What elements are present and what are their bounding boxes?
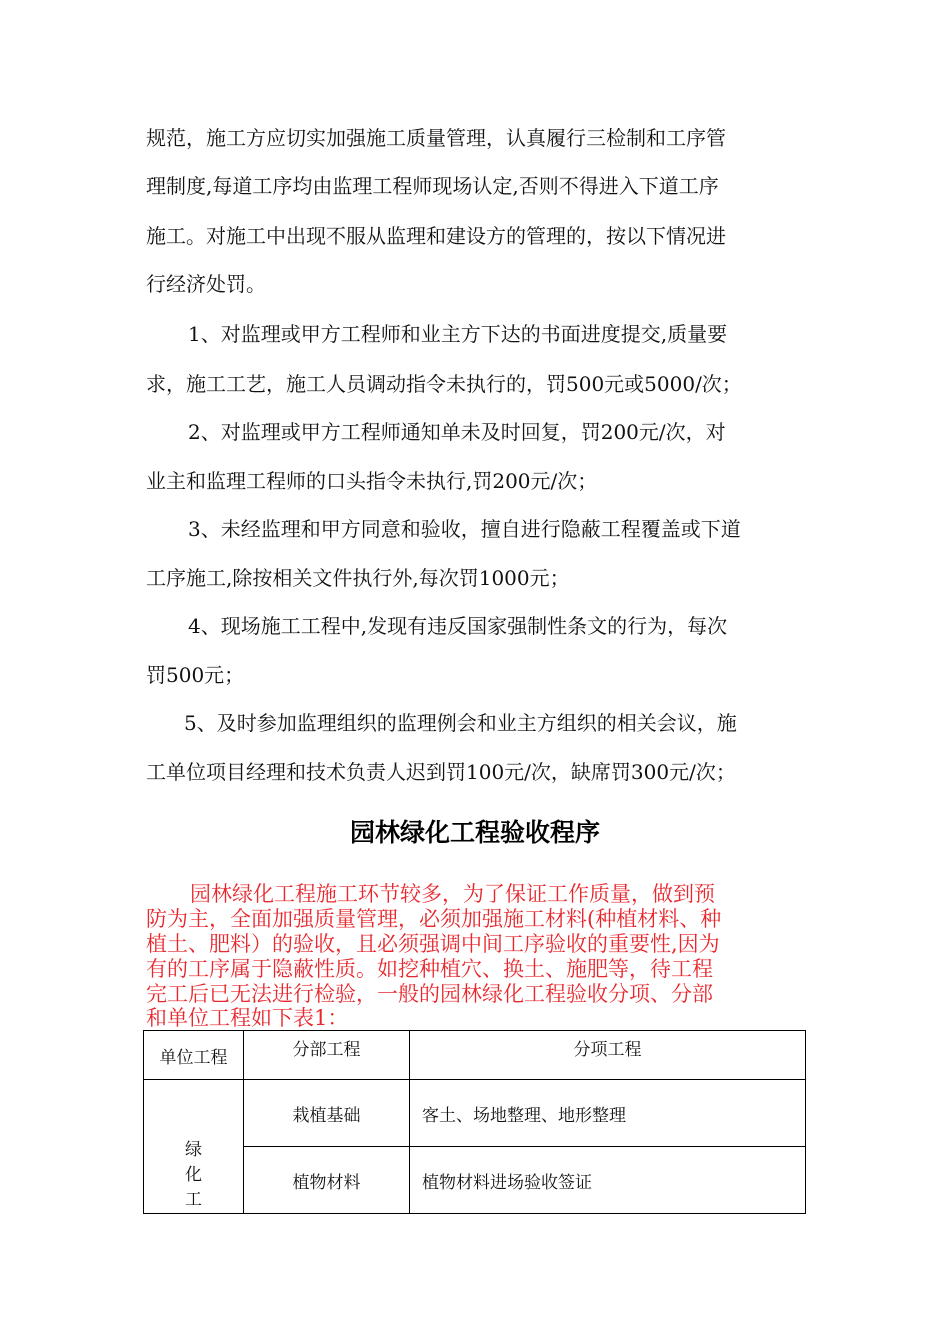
penalty-item-4-line: 4、现场施工工程中,发现有违反国家强制性条文的行为，每次 [188, 614, 728, 638]
unit-cell-greening [144, 1080, 244, 1214]
penalty-item-3-line: 3、未经监理和甲方同意和验收，擅自进行隐蔽工程覆盖或下道 [188, 517, 741, 541]
table-row [144, 1147, 806, 1214]
intro-line: 园林绿化工程施工环节较多，为了保证工作质量，做到预 [190, 882, 715, 906]
unit-char: 工 [185, 1190, 202, 1210]
intro-line: 和单位工程如下表1： [146, 1006, 349, 1030]
penalty-item-4-line: 罚500元； [146, 663, 245, 687]
intro-line: 植土、肥料）的验收，且必须强调中间工序验收的重要性,因为 [146, 932, 720, 956]
penalty-item-5-line: 5、及时参加监理组织的监理例会和业主方组织的相关会议，施 [184, 711, 737, 735]
division-cell: 栽植基础 [244, 1080, 410, 1147]
items-cell: 植物材料进场验收签证 [410, 1147, 806, 1214]
intro-line: 有的工序属于隐蔽性质。如挖种植穴、换土、施肥等，待工程 [146, 957, 713, 981]
items-cell: 客土、场地整理、地形整理 [410, 1080, 806, 1147]
paragraph-line: 规范，施工方应切实加强施工质量管理，认真履行三检制和工序管 [146, 126, 726, 150]
paragraph-line: 施工。对施工中出现不服从监理和建设方的管理的，按以下情况进 [146, 224, 726, 248]
paragraph-line: 行经济处罚。 [146, 272, 266, 296]
penalty-item-3-line: 工序施工,除按相关文件执行外,每次罚1000元； [146, 566, 570, 590]
section-title: 园林绿化工程验收程序 [349, 818, 600, 847]
penalty-item-5-line: 工单位项目经理和技术负责人迟到罚100元/次，缺席罚300元/次； [146, 760, 736, 784]
penalty-item-2-line: 业主和监理工程师的口头指令未执行,罚200元/次； [146, 469, 598, 493]
table-header-row [144, 1031, 806, 1080]
acceptance-table [143, 1030, 806, 1214]
penalty-item-2-line: 2、对监理或甲方工程师通知单未及时回复，罚200元/次，对 [188, 420, 726, 444]
header-unit-project: 单位工程 [144, 1031, 244, 1080]
paragraph-line: 理制度,每道工序均由监理工程师现场认定,否则不得进入下道工序 [146, 174, 719, 198]
penalty-item-1-line: 求，施工工艺，施工人员调动指令未执行的，罚500元或5000/次； [146, 372, 742, 396]
unit-char: 化 [185, 1165, 202, 1185]
penalty-item-1-line: 1、对监理或甲方工程师和业主方下达的书面进度提交,质量要 [188, 322, 728, 346]
division-cell: 植物材料 [244, 1147, 410, 1214]
header-item-project: 分项工程 [410, 1031, 806, 1080]
unit-char: 绿 [185, 1140, 202, 1160]
intro-line: 防为主，全面加强质量管理，必须加强施工材料(种植材料、种 [146, 907, 722, 931]
header-division-project: 分部工程 [244, 1031, 410, 1080]
intro-line: 完工后已无法进行检验，一般的园林绿化工程验收分项、分部 [146, 982, 713, 1006]
table-row [144, 1080, 806, 1147]
